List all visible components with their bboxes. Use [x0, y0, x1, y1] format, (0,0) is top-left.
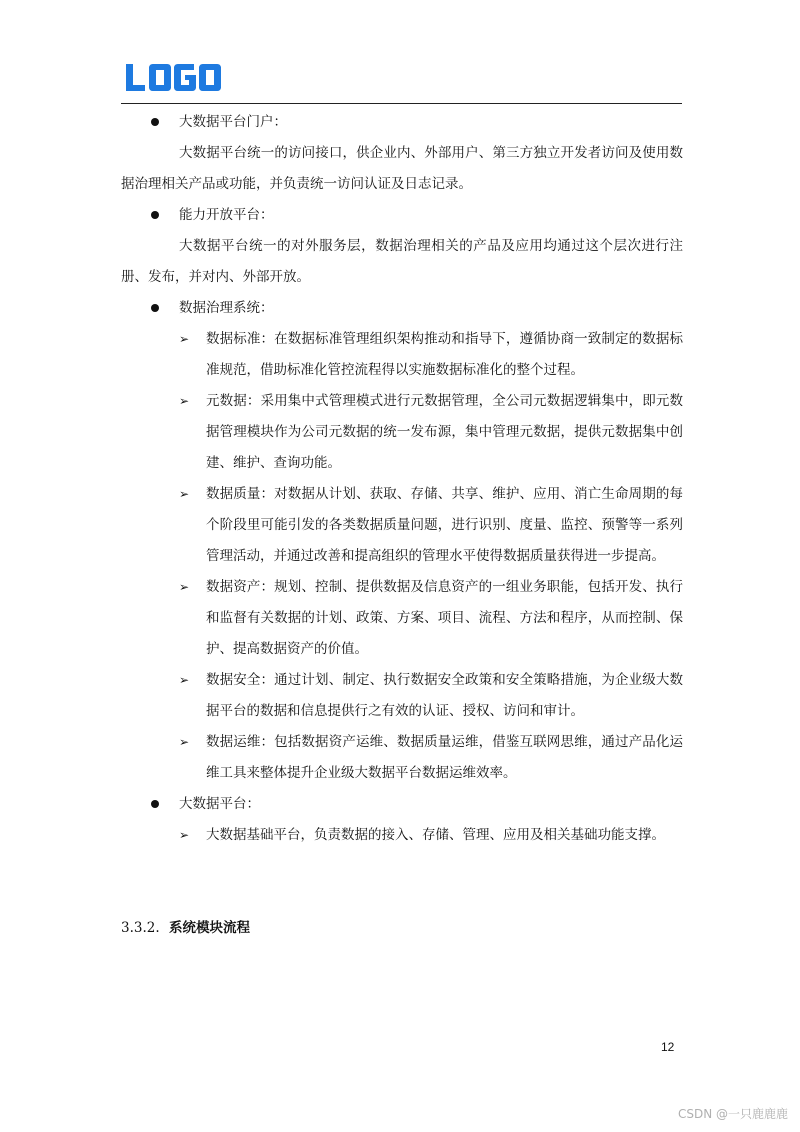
sub-list-item [121, 386, 683, 479]
sub-item-text: 数据安全：通过计划、制定、执行数据安全政策和安全策略措施，为企业级大数据平台的数据和信息提供行之有效的认证、授权、访问和审计。 [206, 672, 683, 719]
bullet-dot-icon [151, 211, 159, 219]
section-paragraph: 大数据平台统一的对外服务层，数据治理相关的产品及应用均通过这个层次进行注册、发布，并对内、外部开放。 [121, 238, 683, 285]
sub-list-item [121, 572, 683, 665]
sub-item-text: 元数据：采用集中式管理模式进行元数据管理，全公司元数据逻辑集中，即元数据管理模块作为公司元数据的统一发布源，集中管理元数据，提供元数据集中创建、维护、查询功能。 [206, 393, 683, 471]
arrow-bullet-icon: ➢ [179, 828, 190, 842]
sub-item-text: 数据资产：规划、控制、提供数据及信息资产的一组业务职能，包括开发、执行和监督有关数据的计划、政策、方案、项目、流程、方法和程序，从而控制、保护、提高数据资产的价值。 [206, 579, 683, 657]
sub-item-text: 数据标准：在数据标准管理组织架构推动和指导下，遵循协商一致制定的数据标准规范，借助标准化管控流程得以实施数据标准化的整个过程。 [206, 331, 683, 378]
sub-list-item [121, 479, 683, 572]
section-title: 大数据平台门户： [179, 114, 287, 130]
document-body [121, 107, 683, 851]
sub-list-item [121, 820, 683, 851]
bullet-dot-icon [151, 304, 159, 312]
arrow-bullet-icon: ➢ [179, 735, 190, 749]
section-paragraph: 大数据平台统一的访问接口，供企业内、外部用户、第三方独立开发者访问及使用数据治理相关产品或功能，并负责统一访问认证及日志记录。 [121, 145, 683, 192]
arrow-bullet-icon: ➢ [179, 394, 190, 408]
watermark: CSDN @一只鹿鹿鹿 [677, 1107, 788, 1121]
section-title: 能力开放平台： [179, 207, 274, 223]
bullet-dot-icon [151, 118, 159, 126]
heading-title: 系统模块流程 [169, 920, 250, 936]
bullet-item [121, 293, 683, 324]
sub-item-text: 数据运维：包括数据资产运维、数据质量运维，借鉴互联网思维，通过产品化运维工具来整体提升企业级大数据平台数据运维效率。 [206, 734, 683, 781]
heading-number: 3.3.2. [121, 920, 160, 936]
sub-item-text: 数据质量：对数据从计划、获取、存储、共享、维护、应用、消亡生命周期的每个阶段里可能引发的各类数据质量问题，进行识别、度量、监控、预警等一系列管理活动，并通过改善和提高组织的管理水平使得数据质量获得进一步提高。 [206, 486, 683, 564]
header-divider [121, 103, 682, 104]
page-number: 12 [661, 1040, 675, 1054]
arrow-bullet-icon: ➢ [179, 487, 190, 501]
section-title: 大数据平台： [179, 796, 260, 812]
bullet-item [121, 789, 683, 820]
arrow-bullet-icon: ➢ [179, 673, 190, 687]
sub-list-item [121, 727, 683, 789]
bullet-item [121, 107, 683, 138]
sub-list-item [121, 665, 683, 727]
bullet-dot-icon [151, 800, 159, 808]
arrow-bullet-icon: ➢ [179, 580, 190, 594]
sub-item-text: 大数据基础平台，负责数据的接入、存储、管理、应用及相关基础功能支撑。 [206, 827, 665, 843]
logo [124, 60, 224, 96]
section-heading [121, 914, 250, 942]
bullet-item [121, 200, 683, 231]
section-title: 数据治理系统： [179, 300, 274, 316]
sub-list-item [121, 324, 683, 386]
arrow-bullet-icon: ➢ [179, 332, 190, 346]
